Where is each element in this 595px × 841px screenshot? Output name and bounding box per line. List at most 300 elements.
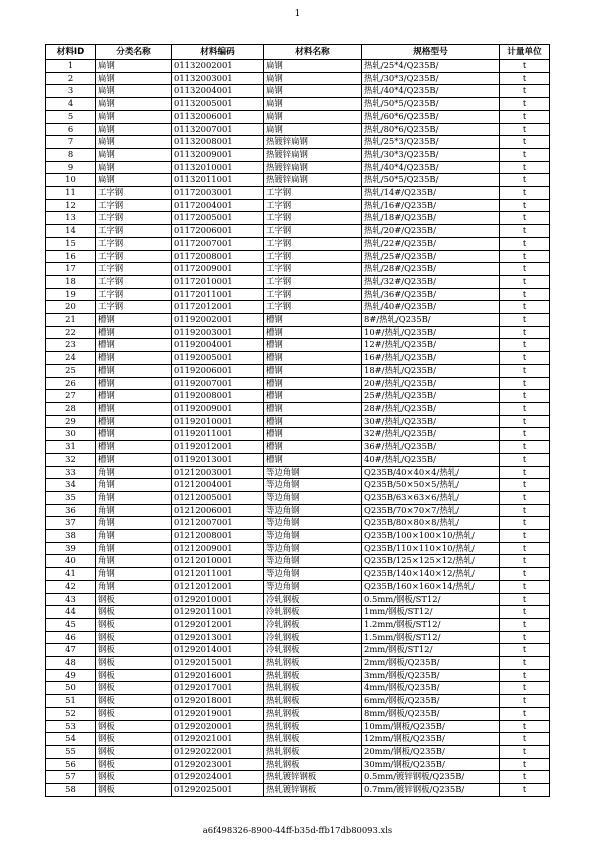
cell-spec-model: 1.2mm/钢板/ST12/ bbox=[362, 618, 500, 631]
table-row bbox=[46, 415, 550, 428]
table-row bbox=[46, 542, 550, 555]
cell-material-name: 工字钢 bbox=[264, 237, 362, 250]
cell-material-id: 32 bbox=[46, 453, 96, 466]
cell-spec-model: Q235B/110×110×10/热轧/ bbox=[362, 542, 500, 555]
cell-material-name: 冷轧钢板 bbox=[264, 593, 362, 606]
cell-category-name: 槽钢 bbox=[96, 441, 172, 454]
table-row bbox=[46, 745, 550, 758]
table-header-row bbox=[46, 45, 550, 60]
cell-spec-model: 0.5mm/钢板/ST12/ bbox=[362, 593, 500, 606]
cell-spec-model: Q235B/160×160×14/热轧/ bbox=[362, 580, 500, 593]
table-row bbox=[46, 428, 550, 441]
cell-material-id: 48 bbox=[46, 657, 96, 670]
cell-category-name: 扁钢 bbox=[96, 110, 172, 123]
cell-material-code: 01172006001 bbox=[172, 225, 264, 238]
cell-material-id: 31 bbox=[46, 441, 96, 454]
table-row bbox=[46, 339, 550, 352]
cell-category-name: 钢板 bbox=[96, 606, 172, 619]
cell-spec-model: 8mm/钢板/Q235B/ bbox=[362, 707, 500, 720]
cell-material-id: 51 bbox=[46, 695, 96, 708]
cell-material-name: 热轧钢板 bbox=[264, 669, 362, 682]
cell-material-id: 20 bbox=[46, 301, 96, 314]
cell-material-name: 槽钢 bbox=[264, 352, 362, 365]
table-row bbox=[46, 123, 550, 136]
table-row bbox=[46, 110, 550, 123]
cell-material-name: 槽钢 bbox=[264, 377, 362, 390]
cell-unit: t bbox=[500, 530, 550, 543]
cell-category-name: 槽钢 bbox=[96, 352, 172, 365]
cell-spec-model: 0.5mm/镀锌钢板/Q235B/ bbox=[362, 771, 500, 784]
cell-spec-model: 28#/热轧/Q235B/ bbox=[362, 402, 500, 415]
cell-category-name: 工字钢 bbox=[96, 250, 172, 263]
cell-material-code: 01192013001 bbox=[172, 453, 264, 466]
cell-material-name: 热轧钢板 bbox=[264, 758, 362, 771]
cell-material-code: 01192005001 bbox=[172, 352, 264, 365]
cell-category-name: 角钢 bbox=[96, 504, 172, 517]
cell-material-code: 01192012001 bbox=[172, 441, 264, 454]
cell-category-name: 扁钢 bbox=[96, 60, 172, 73]
cell-material-code: 01212007001 bbox=[172, 517, 264, 530]
cell-material-name: 热镀锌扁钢 bbox=[264, 148, 362, 161]
page-number: 1 bbox=[294, 9, 301, 19]
cell-material-id: 26 bbox=[46, 377, 96, 390]
cell-material-code: 01172011001 bbox=[172, 288, 264, 301]
table-row bbox=[46, 784, 550, 797]
cell-material-id: 28 bbox=[46, 402, 96, 415]
cell-spec-model: 热轧/22#/Q235B/ bbox=[362, 237, 500, 250]
cell-material-code: 01172008001 bbox=[172, 250, 264, 263]
cell-category-name: 角钢 bbox=[96, 580, 172, 593]
table-row bbox=[46, 250, 550, 263]
cell-category-name: 角钢 bbox=[96, 568, 172, 581]
cell-material-code: 01132003001 bbox=[172, 72, 264, 85]
cell-material-name: 等边角钢 bbox=[264, 555, 362, 568]
cell-unit: t bbox=[500, 695, 550, 708]
cell-unit: t bbox=[500, 428, 550, 441]
cell-unit: t bbox=[500, 555, 550, 568]
cell-category-name: 工字钢 bbox=[96, 225, 172, 238]
cell-material-name: 冷轧钢板 bbox=[264, 606, 362, 619]
cell-spec-model: 热轧/40*4/Q235B/ bbox=[362, 85, 500, 98]
cell-unit: t bbox=[500, 85, 550, 98]
table-row bbox=[46, 237, 550, 250]
cell-unit: t bbox=[500, 618, 550, 631]
cell-unit: t bbox=[500, 314, 550, 327]
cell-material-code: 01192002001 bbox=[172, 314, 264, 327]
table-row bbox=[46, 377, 550, 390]
cell-unit: t bbox=[500, 250, 550, 263]
cell-spec-model: Q235B/100×100×10/热轧/ bbox=[362, 530, 500, 543]
cell-spec-model: 8#/热轧/Q235B/ bbox=[362, 314, 500, 327]
table-row bbox=[46, 530, 550, 543]
cell-category-name: 扁钢 bbox=[96, 123, 172, 136]
cell-category-name: 工字钢 bbox=[96, 275, 172, 288]
cell-unit: t bbox=[500, 212, 550, 225]
cell-unit: t bbox=[500, 733, 550, 746]
cell-unit: t bbox=[500, 707, 550, 720]
cell-category-name: 工字钢 bbox=[96, 237, 172, 250]
cell-material-code: 01212009001 bbox=[172, 542, 264, 555]
header-material-id: 材料ID bbox=[46, 45, 96, 60]
cell-material-name: 扁钢 bbox=[264, 98, 362, 111]
table-row bbox=[46, 225, 550, 238]
cell-spec-model: 热轧/80*6/Q235B/ bbox=[362, 123, 500, 136]
cell-material-id: 6 bbox=[46, 123, 96, 136]
cell-category-name: 槽钢 bbox=[96, 377, 172, 390]
cell-material-code: 01292018001 bbox=[172, 695, 264, 708]
cell-material-code: 01292012001 bbox=[172, 618, 264, 631]
cell-material-id: 46 bbox=[46, 631, 96, 644]
cell-material-id: 44 bbox=[46, 606, 96, 619]
cell-material-name: 热轧钢板 bbox=[264, 695, 362, 708]
cell-material-code: 01292020001 bbox=[172, 720, 264, 733]
cell-category-name: 槽钢 bbox=[96, 402, 172, 415]
cell-material-id: 52 bbox=[46, 707, 96, 720]
cell-material-code: 01172007001 bbox=[172, 237, 264, 250]
cell-spec-model: Q235B/40×40×4/热轧/ bbox=[362, 466, 500, 479]
cell-material-name: 热轧镀锌钢板 bbox=[264, 771, 362, 784]
table-row bbox=[46, 314, 550, 327]
cell-material-name: 工字钢 bbox=[264, 250, 362, 263]
cell-material-code: 01292021001 bbox=[172, 733, 264, 746]
cell-material-id: 1 bbox=[46, 60, 96, 73]
table-row bbox=[46, 85, 550, 98]
cell-unit: t bbox=[500, 631, 550, 644]
cell-material-code: 01132009001 bbox=[172, 148, 264, 161]
cell-material-id: 24 bbox=[46, 352, 96, 365]
table-row bbox=[46, 771, 550, 784]
cell-material-code: 01172012001 bbox=[172, 301, 264, 314]
table-row bbox=[46, 161, 550, 174]
cell-category-name: 工字钢 bbox=[96, 212, 172, 225]
cell-material-id: 3 bbox=[46, 85, 96, 98]
table-row bbox=[46, 301, 550, 314]
cell-material-id: 55 bbox=[46, 745, 96, 758]
cell-material-id: 22 bbox=[46, 326, 96, 339]
cell-material-id: 38 bbox=[46, 530, 96, 543]
cell-material-code: 01192004001 bbox=[172, 339, 264, 352]
cell-material-code: 01132010001 bbox=[172, 161, 264, 174]
cell-material-id: 23 bbox=[46, 339, 96, 352]
cell-spec-model: Q235B/70×70×7/热轧/ bbox=[362, 504, 500, 517]
cell-unit: t bbox=[500, 606, 550, 619]
cell-category-name: 角钢 bbox=[96, 517, 172, 530]
table-row bbox=[46, 136, 550, 149]
cell-material-code: 01132011001 bbox=[172, 174, 264, 187]
cell-unit: t bbox=[500, 682, 550, 695]
cell-material-code: 01292016001 bbox=[172, 669, 264, 682]
cell-material-code: 01192010001 bbox=[172, 415, 264, 428]
cell-material-code: 01212006001 bbox=[172, 504, 264, 517]
cell-material-name: 等边角钢 bbox=[264, 504, 362, 517]
cell-material-code: 01192006001 bbox=[172, 364, 264, 377]
cell-material-id: 12 bbox=[46, 199, 96, 212]
table-row bbox=[46, 441, 550, 454]
cell-spec-model: 4mm/钢板/Q235B/ bbox=[362, 682, 500, 695]
cell-category-name: 角钢 bbox=[96, 542, 172, 555]
cell-spec-model: 16#/热轧/Q235B/ bbox=[362, 352, 500, 365]
cell-spec-model: 热轧/28#/Q235B/ bbox=[362, 263, 500, 276]
cell-category-name: 钢板 bbox=[96, 618, 172, 631]
cell-material-name: 扁钢 bbox=[264, 123, 362, 136]
cell-spec-model: 热轧/18#/Q235B/ bbox=[362, 212, 500, 225]
cell-category-name: 槽钢 bbox=[96, 364, 172, 377]
table-row bbox=[46, 352, 550, 365]
table-row bbox=[46, 402, 550, 415]
cell-material-id: 41 bbox=[46, 568, 96, 581]
cell-material-id: 11 bbox=[46, 187, 96, 200]
cell-material-code: 01172009001 bbox=[172, 263, 264, 276]
cell-spec-model: 热轧/25*3/Q235B/ bbox=[362, 136, 500, 149]
cell-material-name: 等边角钢 bbox=[264, 491, 362, 504]
cell-unit: t bbox=[500, 98, 550, 111]
table-row bbox=[46, 174, 550, 187]
cell-material-name: 槽钢 bbox=[264, 402, 362, 415]
cell-material-code: 01292024001 bbox=[172, 771, 264, 784]
cell-unit: t bbox=[500, 174, 550, 187]
cell-material-code: 01212005001 bbox=[172, 491, 264, 504]
table-row bbox=[46, 669, 550, 682]
cell-category-name: 钢板 bbox=[96, 644, 172, 657]
cell-material-id: 40 bbox=[46, 555, 96, 568]
cell-spec-model: 36#/热轧/Q235B/ bbox=[362, 441, 500, 454]
cell-material-code: 01292011001 bbox=[172, 606, 264, 619]
header-spec-model: 规格型号 bbox=[362, 45, 500, 60]
cell-material-code: 01292010001 bbox=[172, 593, 264, 606]
cell-category-name: 钢板 bbox=[96, 695, 172, 708]
table-row bbox=[46, 758, 550, 771]
table-row bbox=[46, 479, 550, 492]
cell-material-name: 工字钢 bbox=[264, 275, 362, 288]
table-row bbox=[46, 60, 550, 73]
table-row bbox=[46, 390, 550, 403]
cell-unit: t bbox=[500, 402, 550, 415]
cell-material-code: 01292014001 bbox=[172, 644, 264, 657]
cell-material-name: 热镀锌扁钢 bbox=[264, 161, 362, 174]
cell-category-name: 扁钢 bbox=[96, 148, 172, 161]
cell-material-code: 01172010001 bbox=[172, 275, 264, 288]
cell-category-name: 工字钢 bbox=[96, 288, 172, 301]
cell-material-id: 19 bbox=[46, 288, 96, 301]
cell-material-name: 扁钢 bbox=[264, 60, 362, 73]
cell-category-name: 钢板 bbox=[96, 758, 172, 771]
cell-spec-model: 12mm/钢板/Q235B/ bbox=[362, 733, 500, 746]
cell-material-name: 工字钢 bbox=[264, 212, 362, 225]
cell-material-id: 47 bbox=[46, 644, 96, 657]
table-row bbox=[46, 263, 550, 276]
cell-unit: t bbox=[500, 542, 550, 555]
cell-material-code: 01292023001 bbox=[172, 758, 264, 771]
cell-material-code: 01212010001 bbox=[172, 555, 264, 568]
cell-category-name: 角钢 bbox=[96, 491, 172, 504]
cell-unit: t bbox=[500, 517, 550, 530]
cell-category-name: 槽钢 bbox=[96, 415, 172, 428]
cell-material-name: 等边角钢 bbox=[264, 568, 362, 581]
cell-unit: t bbox=[500, 301, 550, 314]
cell-category-name: 槽钢 bbox=[96, 428, 172, 441]
cell-material-name: 热轧钢板 bbox=[264, 720, 362, 733]
cell-spec-model: 热轧/40*4/Q235B/ bbox=[362, 161, 500, 174]
table-row bbox=[46, 491, 550, 504]
cell-category-name: 钢板 bbox=[96, 745, 172, 758]
cell-spec-model: 热轧/25*4/Q235B/ bbox=[362, 60, 500, 73]
table-row bbox=[46, 631, 550, 644]
cell-unit: t bbox=[500, 161, 550, 174]
cell-spec-model: 2mm/钢板/ST12/ bbox=[362, 644, 500, 657]
table-row bbox=[46, 187, 550, 200]
cell-spec-model: 30#/热轧/Q235B/ bbox=[362, 415, 500, 428]
cell-unit: t bbox=[500, 745, 550, 758]
cell-category-name: 槽钢 bbox=[96, 339, 172, 352]
cell-unit: t bbox=[500, 136, 550, 149]
cell-material-code: 01292015001 bbox=[172, 657, 264, 670]
table-row bbox=[46, 593, 550, 606]
cell-unit: t bbox=[500, 275, 550, 288]
cell-category-name: 钢板 bbox=[96, 593, 172, 606]
cell-category-name: 钢板 bbox=[96, 631, 172, 644]
cell-material-id: 18 bbox=[46, 275, 96, 288]
cell-unit: t bbox=[500, 339, 550, 352]
cell-material-name: 槽钢 bbox=[264, 415, 362, 428]
cell-category-name: 扁钢 bbox=[96, 136, 172, 149]
cell-material-name: 等边角钢 bbox=[264, 517, 362, 530]
header-material-code: 材料编码 bbox=[172, 45, 264, 60]
cell-category-name: 钢板 bbox=[96, 771, 172, 784]
cell-unit: t bbox=[500, 288, 550, 301]
cell-material-id: 17 bbox=[46, 263, 96, 276]
cell-unit: t bbox=[500, 237, 550, 250]
table-row bbox=[46, 453, 550, 466]
cell-spec-model: 热轧/16#/Q235B/ bbox=[362, 199, 500, 212]
cell-spec-model: 热轧/20#/Q235B/ bbox=[362, 225, 500, 238]
cell-material-code: 01192008001 bbox=[172, 390, 264, 403]
cell-unit: t bbox=[500, 758, 550, 771]
cell-material-id: 30 bbox=[46, 428, 96, 441]
cell-unit: t bbox=[500, 504, 550, 517]
cell-material-name: 工字钢 bbox=[264, 199, 362, 212]
cell-material-id: 57 bbox=[46, 771, 96, 784]
cell-material-code: 01212012001 bbox=[172, 580, 264, 593]
cell-material-code: 01132005001 bbox=[172, 98, 264, 111]
cell-spec-model: 热轧/50*5/Q235B/ bbox=[362, 98, 500, 111]
cell-unit: t bbox=[500, 669, 550, 682]
cell-spec-model: Q235B/140×140×12/热轧/ bbox=[362, 568, 500, 581]
cell-category-name: 钢板 bbox=[96, 657, 172, 670]
cell-unit: t bbox=[500, 580, 550, 593]
cell-material-name: 工字钢 bbox=[264, 288, 362, 301]
cell-category-name: 钢板 bbox=[96, 669, 172, 682]
cell-material-name: 等边角钢 bbox=[264, 466, 362, 479]
cell-category-name: 角钢 bbox=[96, 555, 172, 568]
cell-material-code: 01132008001 bbox=[172, 136, 264, 149]
cell-spec-model: Q235B/80×80×8/热轧/ bbox=[362, 517, 500, 530]
table-row bbox=[46, 326, 550, 339]
cell-category-name: 槽钢 bbox=[96, 390, 172, 403]
table-row bbox=[46, 275, 550, 288]
table-row bbox=[46, 720, 550, 733]
table-row bbox=[46, 364, 550, 377]
cell-material-id: 8 bbox=[46, 148, 96, 161]
cell-material-name: 工字钢 bbox=[264, 187, 362, 200]
cell-spec-model: 1.5mm/钢板/ST12/ bbox=[362, 631, 500, 644]
cell-material-name: 槽钢 bbox=[264, 390, 362, 403]
cell-material-name: 等边角钢 bbox=[264, 542, 362, 555]
cell-unit: t bbox=[500, 326, 550, 339]
cell-material-id: 5 bbox=[46, 110, 96, 123]
cell-spec-model: 10#/热轧/Q235B/ bbox=[362, 326, 500, 339]
cell-spec-model: 40#/热轧/Q235B/ bbox=[362, 453, 500, 466]
cell-material-name: 热轧钢板 bbox=[264, 657, 362, 670]
table-row bbox=[46, 199, 550, 212]
cell-spec-model: 25#/热轧/Q235B/ bbox=[362, 390, 500, 403]
cell-unit: t bbox=[500, 568, 550, 581]
cell-material-name: 工字钢 bbox=[264, 301, 362, 314]
cell-unit: t bbox=[500, 377, 550, 390]
cell-material-code: 01292017001 bbox=[172, 682, 264, 695]
cell-material-name: 等边角钢 bbox=[264, 580, 362, 593]
cell-category-name: 钢板 bbox=[96, 784, 172, 797]
cell-material-code: 01292013001 bbox=[172, 631, 264, 644]
cell-material-name: 槽钢 bbox=[264, 326, 362, 339]
cell-category-name: 扁钢 bbox=[96, 85, 172, 98]
header-unit: 计量单位 bbox=[500, 45, 550, 60]
cell-material-id: 4 bbox=[46, 98, 96, 111]
table-row bbox=[46, 707, 550, 720]
cell-material-id: 53 bbox=[46, 720, 96, 733]
cell-unit: t bbox=[500, 479, 550, 492]
table-row bbox=[46, 733, 550, 746]
cell-unit: t bbox=[500, 415, 550, 428]
cell-material-code: 01192007001 bbox=[172, 377, 264, 390]
cell-material-id: 36 bbox=[46, 504, 96, 517]
cell-material-code: 01212003001 bbox=[172, 466, 264, 479]
cell-material-name: 热轧钢板 bbox=[264, 745, 362, 758]
cell-material-code: 01192009001 bbox=[172, 402, 264, 415]
cell-category-name: 工字钢 bbox=[96, 199, 172, 212]
table-row bbox=[46, 98, 550, 111]
cell-material-id: 10 bbox=[46, 174, 96, 187]
cell-unit: t bbox=[500, 644, 550, 657]
cell-spec-model: 热轧/50*5/Q235B/ bbox=[362, 174, 500, 187]
cell-material-id: 27 bbox=[46, 390, 96, 403]
cell-material-name: 工字钢 bbox=[264, 263, 362, 276]
cell-category-name: 槽钢 bbox=[96, 326, 172, 339]
cell-spec-model: Q235B/125×125×12/热轧/ bbox=[362, 555, 500, 568]
cell-spec-model: 6mm/钢板/Q235B/ bbox=[362, 695, 500, 708]
cell-spec-model: 30mm/钢板/Q235B/ bbox=[362, 758, 500, 771]
table-body bbox=[46, 60, 550, 797]
cell-spec-model: 32#/热轧/Q235B/ bbox=[362, 428, 500, 441]
cell-material-id: 35 bbox=[46, 491, 96, 504]
cell-category-name: 扁钢 bbox=[96, 72, 172, 85]
cell-spec-model: Q235B/63×63×6/热轧/ bbox=[362, 491, 500, 504]
cell-unit: t bbox=[500, 441, 550, 454]
cell-unit: t bbox=[500, 60, 550, 73]
cell-unit: t bbox=[500, 123, 550, 136]
cell-material-id: 45 bbox=[46, 618, 96, 631]
cell-category-name: 钢板 bbox=[96, 682, 172, 695]
cell-material-code: 01212004001 bbox=[172, 479, 264, 492]
cell-spec-model: 20mm/钢板/Q235B/ bbox=[362, 745, 500, 758]
cell-category-name: 工字钢 bbox=[96, 263, 172, 276]
cell-spec-model: 热轧/36#/Q235B/ bbox=[362, 288, 500, 301]
cell-material-code: 01132006001 bbox=[172, 110, 264, 123]
cell-material-name: 工字钢 bbox=[264, 225, 362, 238]
cell-material-id: 58 bbox=[46, 784, 96, 797]
cell-material-id: 25 bbox=[46, 364, 96, 377]
table-row bbox=[46, 517, 550, 530]
cell-spec-model: 热轧/25#/Q235B/ bbox=[362, 250, 500, 263]
